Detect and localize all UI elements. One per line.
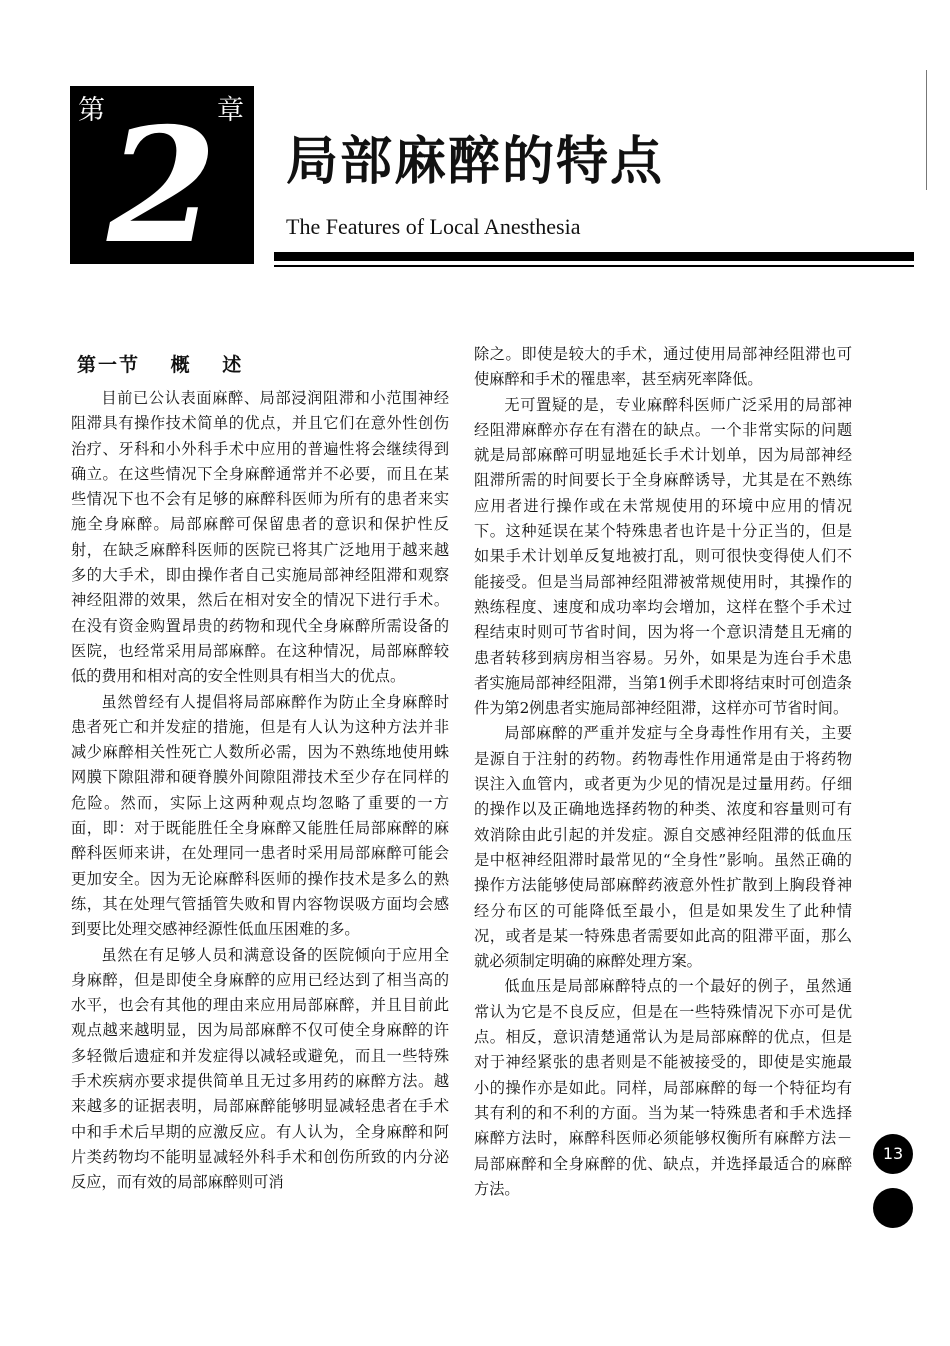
title-rule-thick [274,252,914,261]
paragraph-continued: 除之。即使是较大的手术，通过使用局部神经阻滞也可使麻醉和手术的罹患率，甚至病死率降低。 [474,345,852,389]
right-column [474,342,852,1202]
paragraph: 局部麻醉的严重并发症与全身毒性作用有关，主要是源自于注射的药物。药物毒性作用通常是由于将药物误注入血管内，或者更为少见的情况是过量用药。仔细的操作以及正确地选择药物的种类、浓度和容量则可有效消除由此引起的并发症。源自交感神经阻滞的低血压是中枢神经阻滞时最常见的“全身性”影响。虽然正确的操作方法能够使局部麻醉药液意外性扩散到上胸段脊神经分布区的可能降低至最小，但是如果发生了此种情况，或者是某一特殊患者需要如此高的阻滞平面，那么就必须制定明确的麻醉处理方案。 [474,724,852,971]
page-number-badge: 13 [873,1134,913,1174]
paragraph: 虽然曾经有人提倡将局部麻醉作为防止全身麻醉时患者死亡和并发症的措施，但是有人认为这种方法并非减少麻醉相关性死亡人数所必需，因为不熟练地使用蛛网膜下隙阻滞和硬脊膜外间隙阻滞技术至少存在同样的危险。然而，实际上这两种观点均忽略了重要的一方面，即：对于既能胜任全身麻醉又能胜任局部麻醉的麻醉科医师来讲，在处理同一患者时采用局部麻醉可能会更加安全。因为无论麻醉科医师的操作技术是多么的熟练，其在处理气管插管失败和胃内容物误吸方面均会感到要比处理交感神经源性低血压困难的多。 [71,692,449,939]
section-heading: 第一节 概 述 [77,354,244,376]
page-edge-marks [926,70,930,190]
chapter-title-english: The Features of Local Anesthesia [286,214,581,239]
paragraph: 低血压是局部麻醉特点的一个最好的例子，虽然通常认为它是不良反应，但是在一些特殊情况下亦可是优点。相反，意识清楚通常认为是局部麻醉的优点，但是对于神经紧张的患者则是不能被接受的，即使是实施最小的操作亦是如此。同样，局部麻醉的每一个特征均有其有利的和不利的方面。当为某一特殊患者和手术选择麻醉方法时，麻醉科医师必须能够权衡所有麻醉方法－局部麻醉和全身麻醉的优、缺点，并选择最适合的麻醉方法。 [474,977,852,1198]
chapter-label-right: 章 [217,95,244,126]
paragraph: 虽然在有足够人员和满意设备的医院倾向于应用全身麻醉，但是即使全身麻醉的应用已经达到了相当高的水平，也会有其他的理由来应用局部麻醉，并且目前此观点越来越明显，因为局部麻醉不仅可使全身麻醉的许多轻微后遗症和并发症得以减轻或避免，而且一些特殊手术疾病亦要求提供简单且无过多用药的麻醉方法。越来越多的证据表明，局部麻醉能够明显减轻患者在手术中和手术后早期的应激反应。有人认为，全身麻醉和阿片类药物均不能明显减轻外科手术和创伤所致的内分泌反应，而有效的局部麻醉则可消 [71,945,449,1192]
chapter-label-left: 第 [78,95,105,126]
title-rule-thin [274,265,914,267]
paragraph: 目前已公认表面麻醉、局部浸润阻滞和小范围神经阻滞具有操作技术简单的优点，并且它们在意外性创伤治疗、牙科和小外科手术中应用的普遍性将会继续得到确立。在这些情况下全身麻醉通常并不必要，而且在某些情况下也不会有足够的麻醉科医师为所有的患者来实施全身麻醉。局部麻醉可保留患者的意识和保护性反射，在缺乏麻醉科医师的医院已将其广泛地用于越来越多的大手术，即由操作者自己实施局部神经阻滞和观察神经阻滞的效果，然后在相对安全的情况下进行手术。在没有资金购置昂贵的药物和现代全身麻醉所需设备的医院，也经常采用局部麻醉。在这种情况，局部麻醉较低的费用和相对高的安全性则具有相当大的优点。 [71,389,449,686]
paragraph: 无可置疑的是，专业麻醉科医师广泛采用的局部神经阻滞麻醉亦存在有潜在的缺点。一个非常实际的问题就是局部麻醉可明显地延长手术计划单，因为局部神经阻滞所需的时间要长于全身麻醉诱导，尤其是在不熟练应用者进行操作或在未常规使用的环境中应用的情况下。这种延误在某个特殊患者也许是十分正当的，但是如果手术计划单反复地被打乱，则可很快变得使人们不能接受。但是当局部神经阻滞被常规使用时，其操作的熟练程度、速度和成功率均会增加，这样在整个手术过程结束时则可节省时间，因为将一个意识清楚且无痛的患者转移到病房相当容易。另外，如果是为连台手术患者实施局部神经阻滞，当第1例手术即将结束时可创造条件为第2例患者实施局部神经阻滞，这样亦可节省时间。 [474,395,852,718]
chapter-badge [70,86,254,279]
chapter-title-chinese: 局部麻醉的特点 [286,132,665,192]
page-tab-dot [873,1188,913,1228]
left-column [71,342,449,1196]
chapter-number: 2 [107,94,217,279]
